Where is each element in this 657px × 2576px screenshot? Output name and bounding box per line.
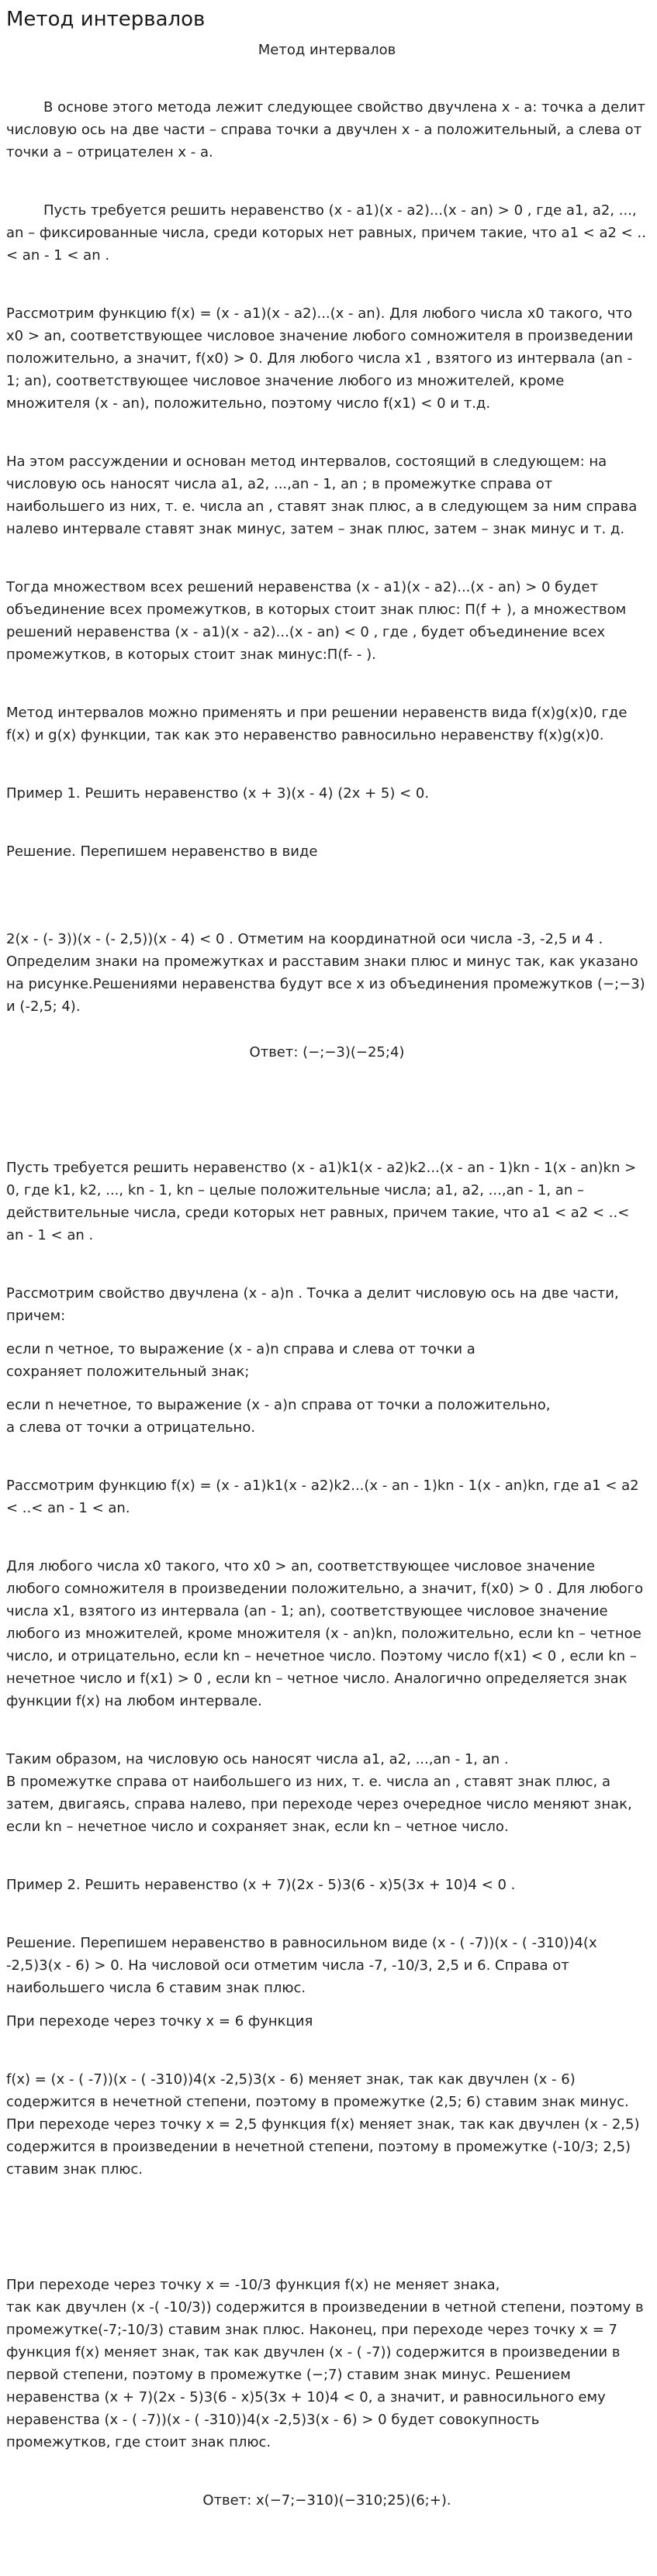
paragraph-6: Метод интервалов можно применять и при решении неравенств вида f(x)g(x)0, где f(x) и g(x) функции, так как это неравенство равносильно неравенству f(x)g(x)0. (6, 705, 628, 743)
document-subtitle: Метод интервалов (258, 42, 396, 58)
example-1-answer: Ответ: (−;−3)(−25;4) (249, 1044, 405, 1060)
page-title: Метод интервалов (6, 8, 206, 31)
paragraph-even-case: если n четное, то выражение (x - a)n справа и слева от точки a сохраняет положительный знак; (6, 1341, 475, 1380)
paragraph-2: Пусть требуется решить неравенство (x - a1)(x - a2)...(x - an) > 0 , где a1, a2, ..., an – фиксированные числа, среди которых нет равных, причем такие, что a1 < a2 < ..< an - 1 < an . (6, 202, 646, 264)
example-2-function-analysis: f(x) = (x - ( -7))(x - ( -310))4(x -2,5)3(x - 6) меняет знак, так как двучлен (x - 6) содержится в нечетной степени, поэтому в промежутке (2,5; 6) ставим знак минус. При переходе через точку x = 2,5 функция f(x) меняет знак, так как двучлен (x - 2,5) содержится в произведении в нечетной степени, поэтому в промежутке (-10/3; 2,5) ставим знак плюс. (6, 2071, 640, 2178)
paragraph-function-k: Рассмотрим функцию f(x) = (x - a1)k1(x - a2)k2...(x - an - 1)kn - 1(x - an)kn, где a1 < a2 < ..< an - 1 < an. (6, 1478, 639, 1516)
paragraph-general-inequality: Пусть требуется решить неравенство (x - a1)k1(x - a2)k2...(x - an - 1)kn - 1(x - an)kn > 0, где k1, k2, ..., kn - 1, kn – целые положительные числа; a1, a2, ...,an - 1, an – действительные числа, среди которых нет равных, причем такие, что a1 < a2 < ..< an - 1 < an . (6, 1160, 637, 1243)
paragraph-method-summary: Таким образом, на числовую ось наносят числа a1, a2, ...,an - 1, an . В промежутке справа от наибольшего из них, т. е. числа an , ставят знак плюс, а затем, двигаясь, справа налево, при переходе через очередное число меняют знак, если kn – нечетное число и сохраняет знак, если kn – четное число. (6, 1751, 632, 1835)
example-1-statement: Пример 1. Решить неравенство (x + 3)(x - 4) (2x + 5) < 0. (6, 785, 430, 802)
example-2-conclusion: При переходе через точку x = -10/3 функция f(x) не меняет знака, так как двучлен (x -( -10/3)) содержится в произведении в четной степени, поэтому в промежутке(-7;-10/3) ставим знак плюс. Наконец, при переходе через точку x = 7 функция f(x) меняет знак, так как двучлен (x - ( -7)) содержится в произведении в первой степени, поэтому в промежутке (−;7) ставим знак минус. Решением неравенства (x + 7)(2x - 5)3(6 - x)5(3x + 10)4 < 0, а значит, и равносильного ему неравенства (x - ( -7))(x - ( -310))4(x -2,5)3(x - 6) > 0 будет совокупность промежутков, где стоит знак плюс. (6, 2277, 644, 2450)
paragraph-4: На этом рассуждении и основан метод интервалов, состоящий в следующем: на числовую ось наносят числа a1, a2, ...,an - 1, an ; в промежутке справа от наибольшего из них, т. е. числа an , ставят знак плюс, а в следующем за ним справа налево интервале ставят знак минус, затем – знак плюс, затем – знак минус и т. д. (6, 453, 638, 537)
paragraph-1: В основе этого метода лежит следующее свойство двучлена x - a: точка a делит числовую ось на две части – справа точки a двучлен x - a положительный, а слева от точки a – отрицателен x - a. (6, 99, 645, 160)
paragraph-sign-analysis: Для любого числа x0 такого, что x0 > an, соответствующее числовое значение любого сомножителя в произведении положительно, а значит, f(x0) > 0 . Для любого числа x1, взятого из интервала (an - 1; an), соответствующее числовое значение любого из множителей, кроме множителя (x - an)kn, положительно, если kn – четное число, и отрицательно, если kn – нечетное число. Поэтому число f(x1) < 0 , если kn – нечетное число и f(x1) > 0 , если kn – четное число. Аналогично определяется знак функции f(x) на любом интервале. (6, 1558, 644, 1709)
example-1-solution: 2(x - (- 3))(x - (- 2,5))(x - 4) < 0 . Отметим на координатной оси числа -3, -2,5 и 4 . Определим знаки на промежутках и расставим знаки плюс и минус так, как указано на рисунке.Решениями неравенства будут все x из объединения промежутков (−;−3) и (-2,5; 4). (6, 931, 645, 1015)
paragraph-3: Рассмотрим функцию f(x) = (x - a1)(x - a2)...(x - an). Для любого числа x0 такого, что x0 > an, соответствующее числовое значение любого сомножителя в произведении положительно, а значит, f(x0) > 0. Для любого числа x1 , взятого из интервала (an - 1; an), соответствующее числовое значение любого из множителей, кроме множителя (x - an), положительно, поэтому число f(x1) < 0 и т.д. (6, 305, 634, 412)
example-1-solution-intro: Решение. Перепишем неравенство в виде (6, 843, 318, 860)
paragraph-binomial-property: Рассмотрим свойство двучлена (x - a)n . Точка a делит числовую ось на две части, причем: (6, 1285, 619, 1324)
paragraph-5: Тогда множеством всех решений неравенства (x - a1)(x - a2)...(x - an) > 0 будет объединение всех промежутков, в которых стоит знак плюс: П(f + ), а множеством решений неравенства (x - a1)(x - a2)...(x - an) < 0 , где , будет объединение всех промежутков, в которых стоит знак минус:П(f- - ). (6, 579, 627, 663)
example-2-statement: Пример 2. Решить неравенство (x + 7)(2x - 5)3(6 - x)5(3x + 10)4 < 0 . (6, 1877, 516, 1893)
document-page (0, 6, 657, 2512)
example-2-answer: Ответ: x(−7;−310)(−310;25)(6;+). (202, 2492, 451, 2509)
example-2-transition-6: При переходе через точку x = 6 функция (6, 2013, 313, 2029)
paragraph-odd-case: если n нечетное, то выражение (x - a)n справа от точки a положительно, а слева от точки a отрицательно. (6, 1397, 551, 1436)
example-2-solution: Решение. Перепишем неравенство в равносильном виде (x - ( -7))(x - ( -310))4(x -2,5)3(x - 6) > 0. На числовой оси отметим числа -7, -10/3, 2,5 и 6. Справа от наибольшего числа 6 ставим знак плюс. (6, 1935, 597, 1996)
